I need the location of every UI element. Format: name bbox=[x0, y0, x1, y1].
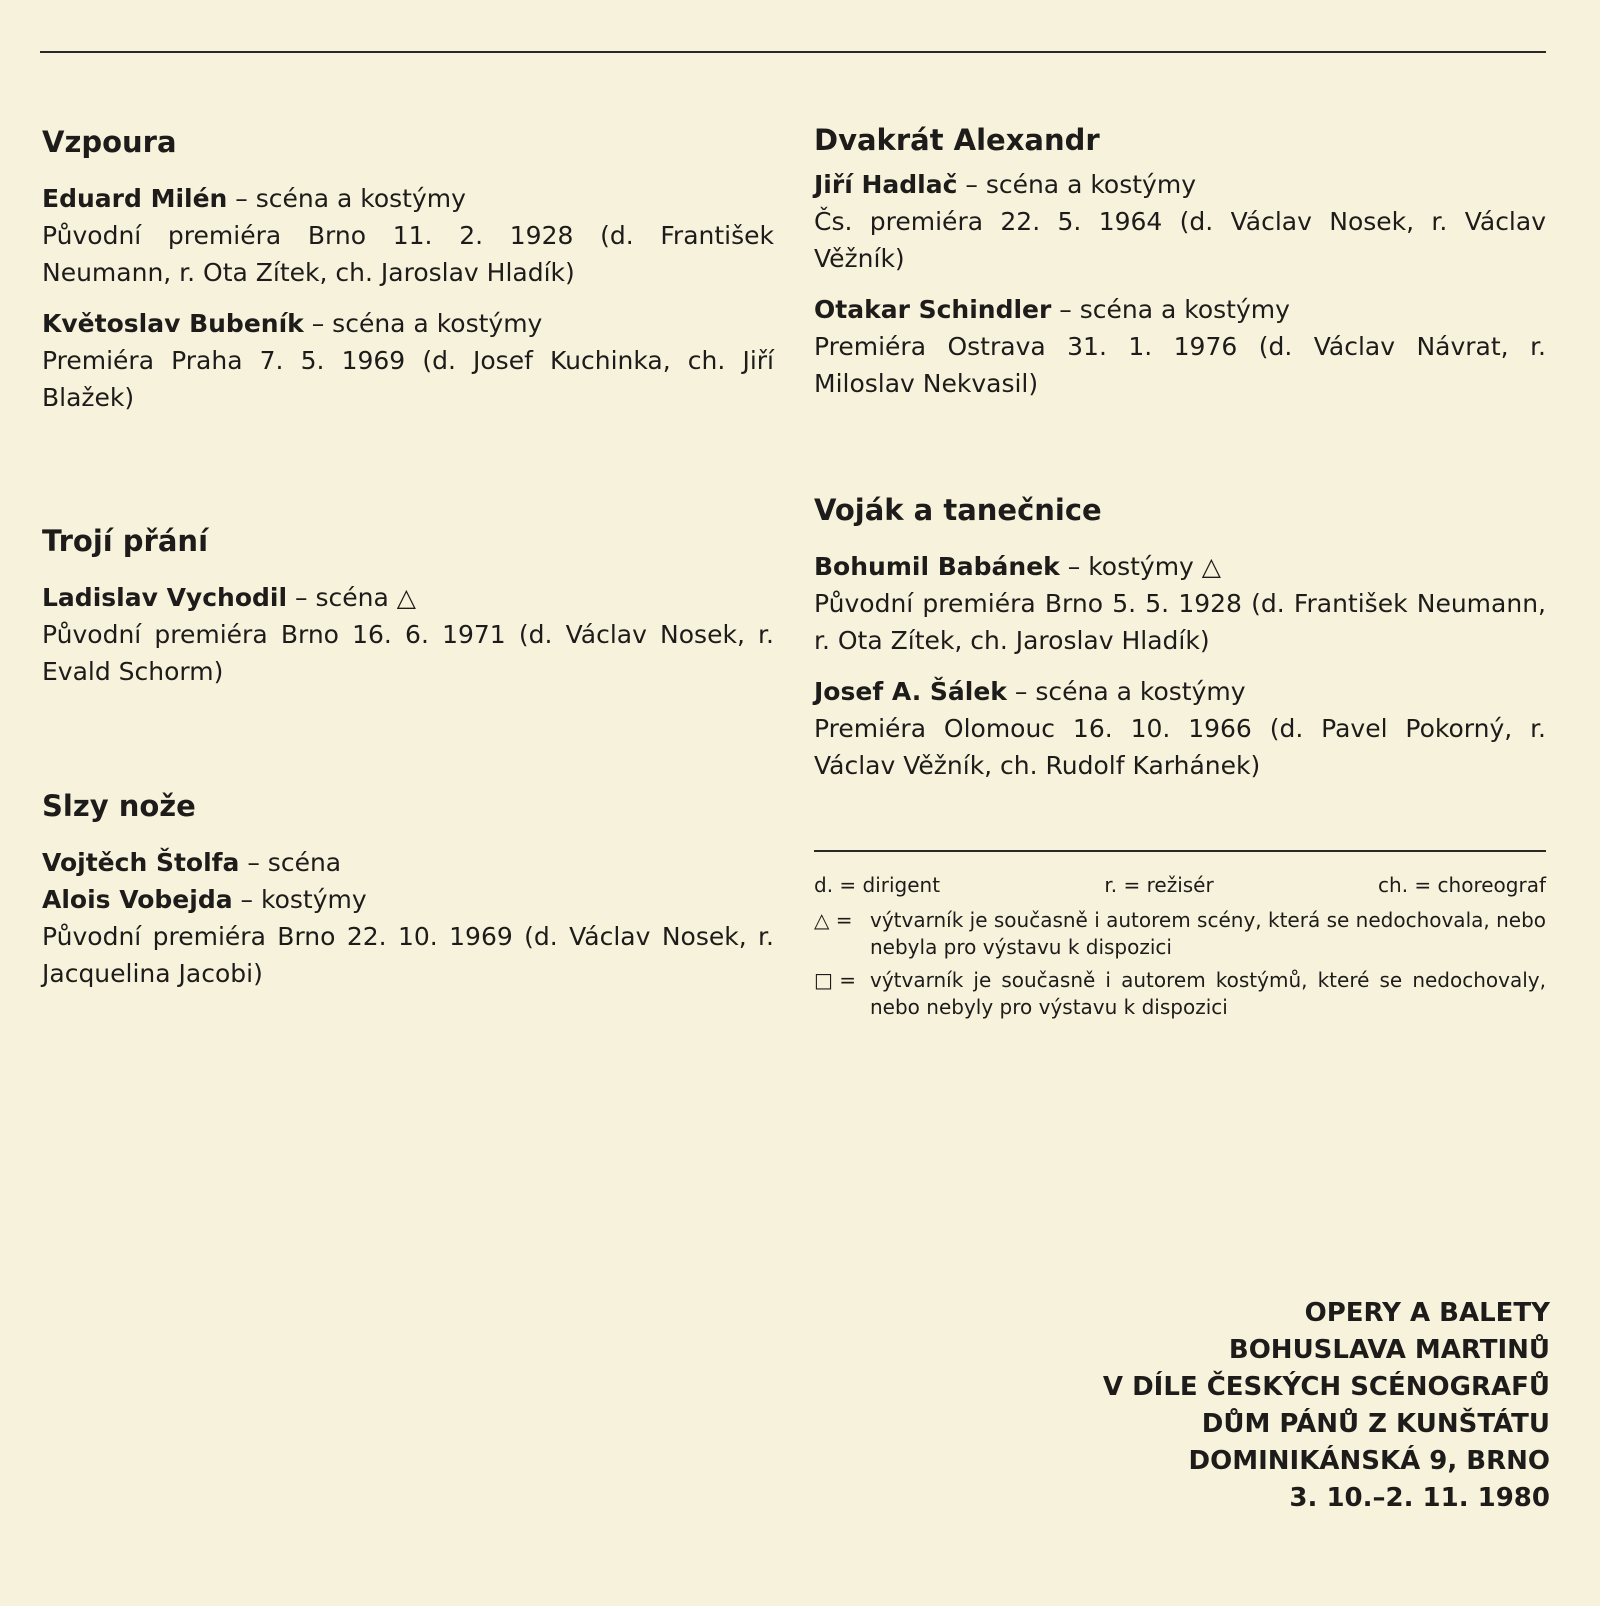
work-slzy-noze bbox=[42, 788, 774, 1006]
premiere-detail: Původní premiéra Brno 11. 2. 1928 (d. František Neumann, r. Ota Zítek, ch. Jaroslav Hladík) bbox=[42, 221, 774, 287]
premiere-detail: Původní premiéra Brno 16. 6. 1971 (d. Václav Nosek, r. Evald Schorm) bbox=[42, 620, 774, 686]
exhibition-dates: 3. 10.–2. 11. 1980 bbox=[1289, 1483, 1550, 1513]
artist-name: Bohumil Babánek bbox=[814, 552, 1060, 581]
work-troji-prani bbox=[42, 523, 774, 704]
legend-rule bbox=[814, 850, 1546, 852]
work-vojak-a-tanecnice bbox=[814, 492, 1546, 798]
artist-name: Eduard Milén bbox=[42, 184, 228, 213]
credit-entry bbox=[42, 579, 774, 690]
artist-name: Alois Vobejda bbox=[42, 885, 233, 914]
credit-entry bbox=[42, 305, 774, 416]
artist-role: – scéna a kostýmy bbox=[1006, 677, 1246, 706]
work-title: Dvakrát Alexandr bbox=[814, 123, 1100, 157]
work-title: Slzy nože bbox=[42, 789, 196, 823]
premiere-detail: Původní premiéra Brno 22. 10. 1969 (d. Václav Nosek, r. Jacquelina Jacobi) bbox=[42, 922, 774, 988]
legend-note-text: výtvarník je současně i autorem kostýmů, které se nedochovaly, nebo nebyly pro výstavu k dispozici bbox=[870, 968, 1546, 1019]
work-title: Voják a tanečnice bbox=[814, 493, 1102, 527]
legend-note-costume bbox=[814, 967, 1546, 1021]
artist-role: – scéna a kostýmy bbox=[1051, 295, 1290, 324]
artist-role: – scéna a kostýmy bbox=[303, 309, 543, 338]
exhibition-title-line: OPERY A BALETY bbox=[1304, 1298, 1550, 1328]
artist-role: – kostýmy △ bbox=[1059, 552, 1222, 581]
work-title: Trojí přání bbox=[42, 524, 209, 558]
legend bbox=[814, 872, 1546, 1027]
artist-name: Vojtěch Štolfa bbox=[42, 848, 240, 877]
abbr-rezizer: r. = režisér bbox=[1104, 873, 1214, 897]
premiere-detail: Premiéra Olomouc 16. 10. 1966 (d. Pavel Pokorný, r. Václav Věžník, ch. Rudolf Karhánek) bbox=[814, 714, 1546, 780]
credit-entry bbox=[814, 291, 1546, 402]
credit-entry bbox=[42, 180, 774, 291]
credit-entry bbox=[814, 673, 1546, 784]
artist-role: – scéna bbox=[239, 848, 342, 877]
work-dvakrat-alexandr bbox=[814, 122, 1546, 416]
artist-name: Otakar Schindler bbox=[814, 295, 1052, 324]
triangle-icon: △ = bbox=[814, 908, 853, 932]
abbr-choreograf: ch. = choreograf bbox=[1378, 873, 1546, 897]
legend-note-scene bbox=[814, 907, 1546, 961]
premiere-detail: Premiéra Ostrava 31. 1. 1976 (d. Václav Návrat, r. Miloslav Nekvasil) bbox=[814, 332, 1546, 398]
artist-role: – scéna △ bbox=[287, 583, 416, 612]
exhibition-address: DOMINIKÁNSKÁ 9, BRNO bbox=[1188, 1446, 1550, 1476]
exhibition-title-line: V DÍLE ČESKÝCH SCÉNOGRAFŮ bbox=[1102, 1372, 1550, 1402]
abbr-dirigent: d. = dirigent bbox=[814, 873, 941, 897]
credit-entry bbox=[814, 548, 1546, 659]
premiere-detail: Původní premiéra Brno 5. 5. 1928 (d. František Neumann, r. Ota Zítek, ch. Jaroslav Hladík) bbox=[814, 589, 1546, 655]
artist-name: Jiří Hadlač bbox=[814, 170, 958, 199]
artist-role: – scéna a kostýmy bbox=[227, 184, 466, 213]
credit-entry bbox=[42, 844, 774, 992]
artist-role: – scéna a kostýmy bbox=[957, 170, 1196, 199]
exhibition-title-line: BOHUSLAVA MARTINŮ bbox=[1228, 1335, 1550, 1365]
artist-name: Květoslav Bubeník bbox=[42, 309, 304, 338]
legend-note-text: výtvarník je současně i autorem scény, která se nedochovala, nebo nebyla pro výstavu k dispozici bbox=[870, 908, 1547, 959]
artist-name: Josef A. Šálek bbox=[814, 677, 1007, 706]
work-vzpoura bbox=[42, 124, 774, 430]
work-title: Vzpoura bbox=[42, 125, 177, 159]
square-icon: □ = bbox=[814, 968, 857, 992]
abbreviation-row bbox=[814, 872, 1546, 899]
premiere-detail: Čs. premiéra 22. 5. 1964 (d. Václav Nosek, r. Václav Věžník) bbox=[814, 207, 1546, 273]
credit-entry bbox=[814, 166, 1546, 277]
exhibition-venue: DŮM PÁNŮ Z KUNŠTÁTU bbox=[1201, 1409, 1550, 1439]
top-rule bbox=[40, 51, 1546, 53]
premiere-detail: Premiéra Praha 7. 5. 1969 (d. Josef Kuchinka, ch. Jiří Blažek) bbox=[42, 346, 774, 412]
artist-role: – kostýmy bbox=[232, 885, 367, 914]
exhibition-info bbox=[1103, 1295, 1550, 1517]
artist-name: Ladislav Vychodil bbox=[42, 583, 288, 612]
